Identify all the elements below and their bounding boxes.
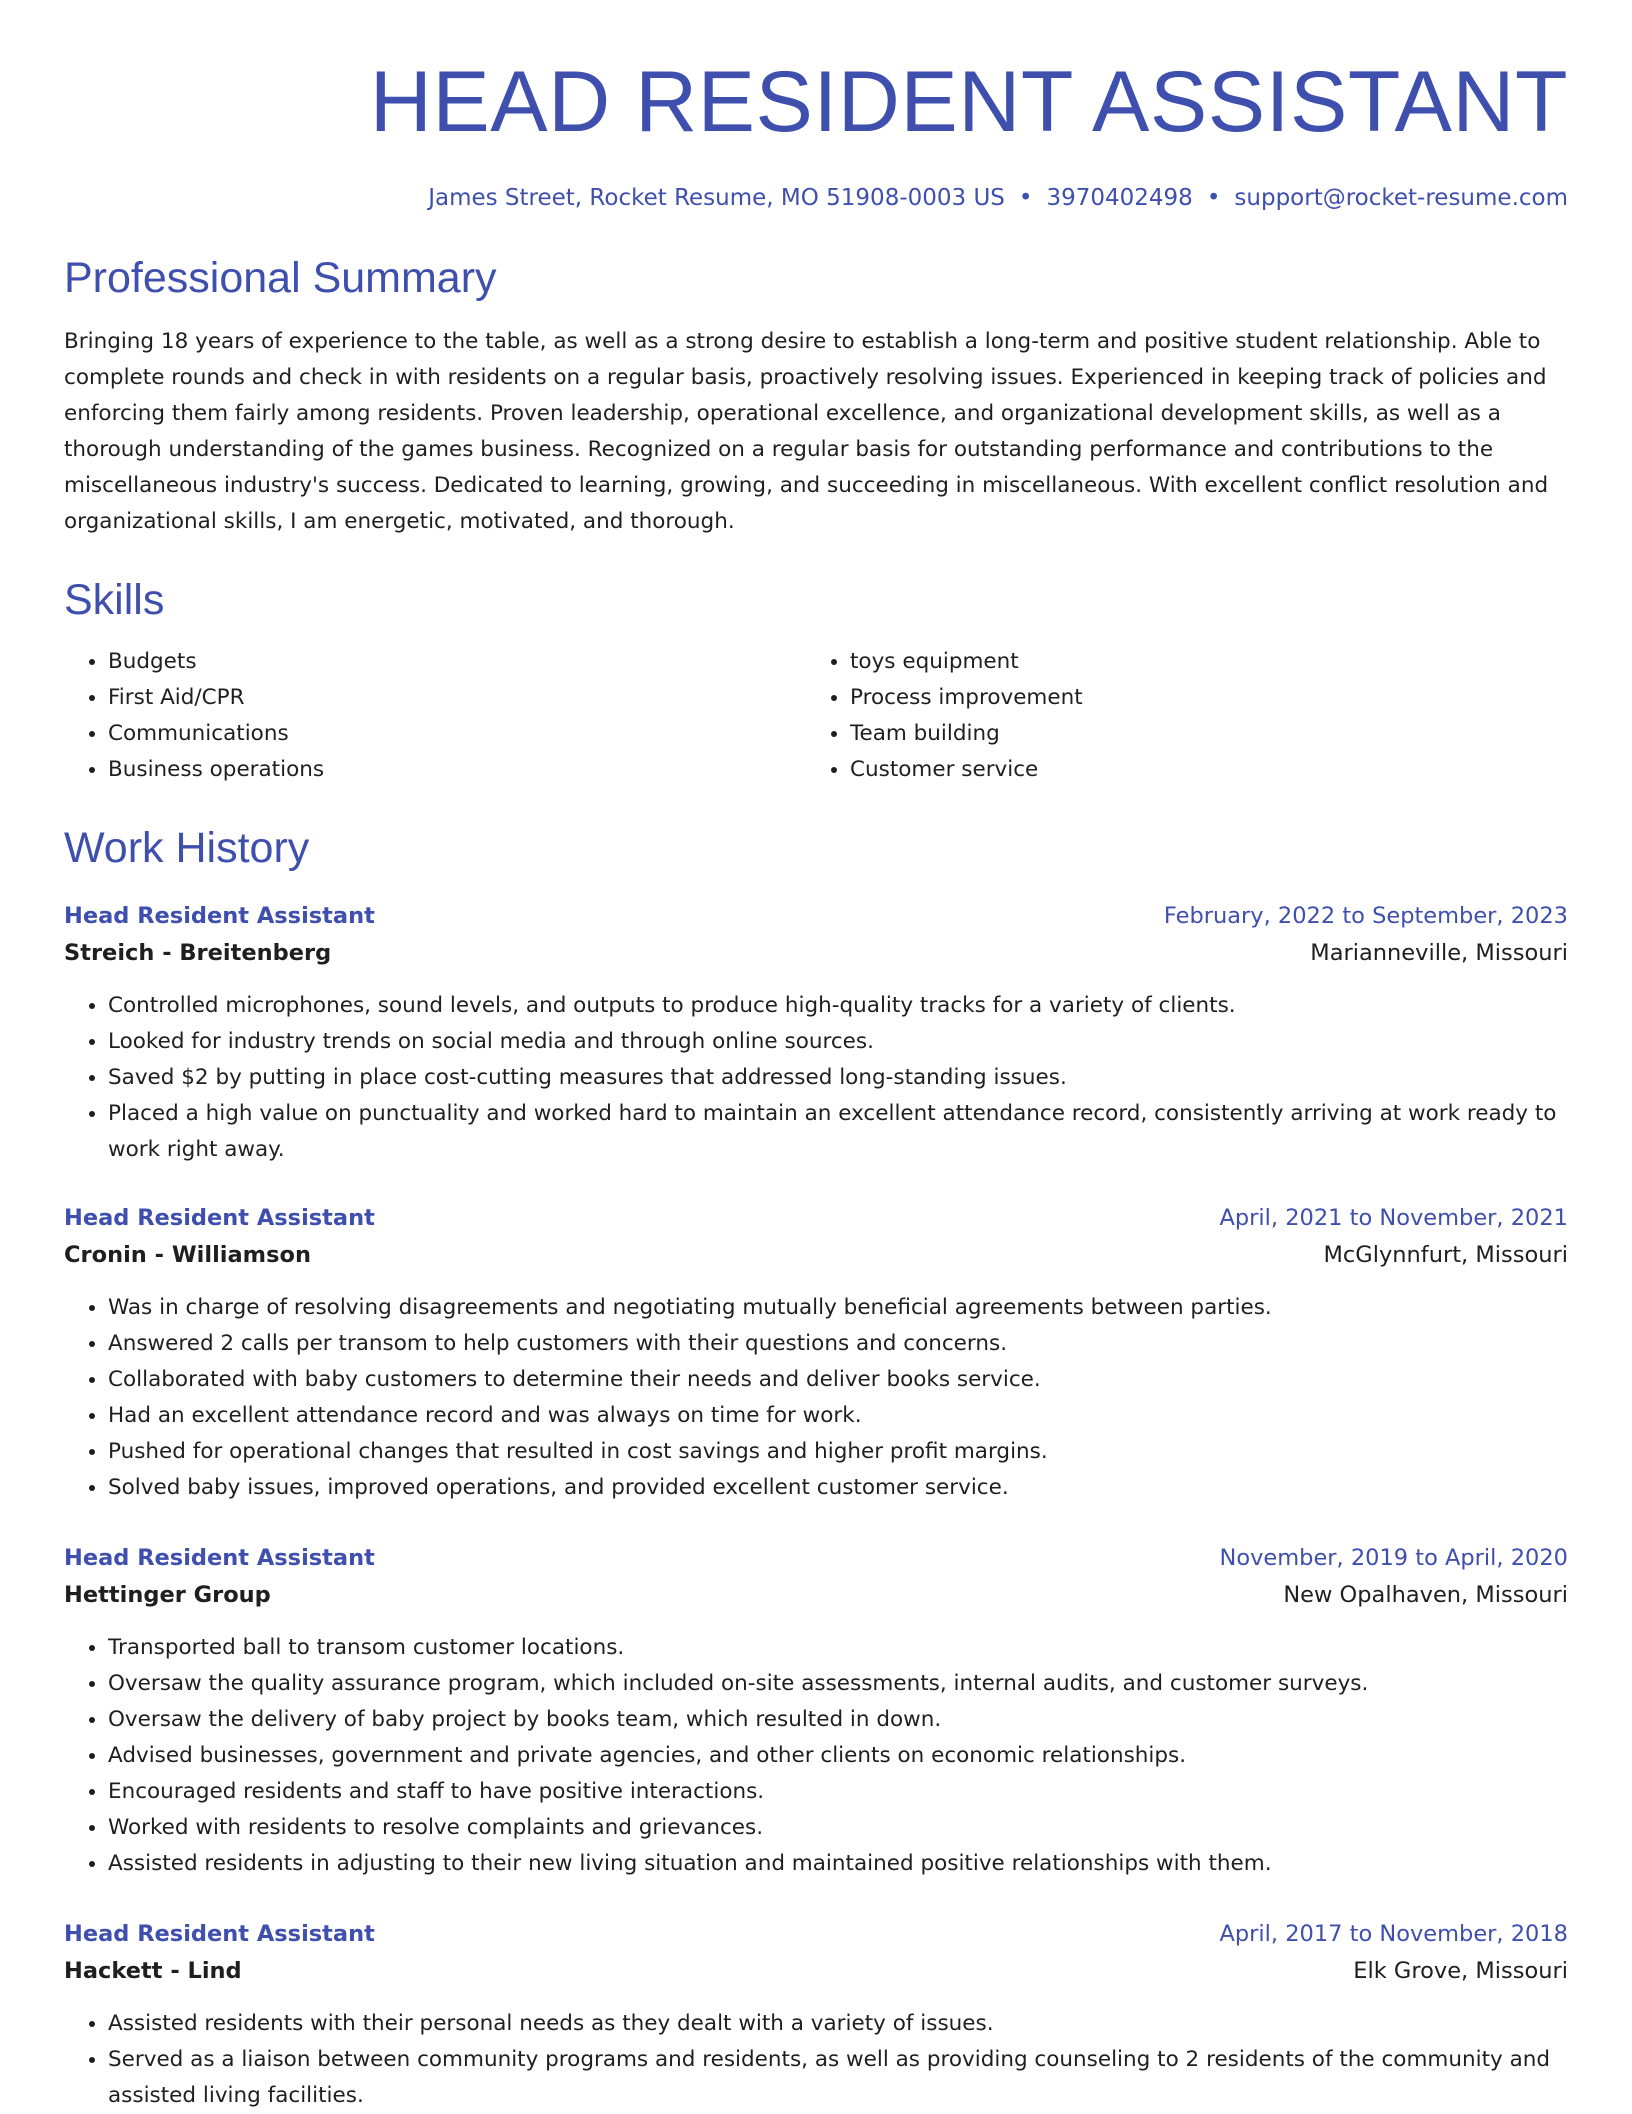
- job-bullet: • Answered 2 calls per transom to help customers with their questions and concerns.: [108, 1326, 1568, 1362]
- job-title: Head Resident Assistant: [64, 1205, 375, 1231]
- job-bullet: • Pushed for operational changes that resulted in cost savings and higher profit margins.: [108, 1434, 1568, 1470]
- skills-heading: Skills: [64, 576, 165, 624]
- job-company: Cronin - Williamson: [64, 1242, 311, 1268]
- skill-item: • Communications: [108, 716, 806, 752]
- job-bullets: [64, 1630, 1568, 1882]
- contact-separator: •: [1018, 185, 1033, 211]
- job-dates: February, 2022 to September, 2023: [1163, 903, 1568, 929]
- resume-name: HEAD RESIDENT ASSISTANT: [369, 54, 1568, 150]
- job-dates: April, 2021 to November, 2021: [1219, 1205, 1568, 1231]
- skill-item: • Team building: [850, 716, 1548, 752]
- job-dates: April, 2017 to November, 2018: [1219, 1921, 1568, 1947]
- job-bullet: • Advised businesses, government and private agencies, and other clients on economic relationships.: [108, 1738, 1568, 1774]
- contact-address: James Street, Rocket Resume, MO 51908-0003 US: [428, 185, 1005, 211]
- resume-page: [64, 0, 1568, 2114]
- job-bullet: • Looked for industry trends on social media and through online sources.: [108, 1024, 1568, 1060]
- skill-item: • Budgets: [108, 644, 806, 680]
- contact-email[interactable]: support@rocket-resume.com: [1234, 185, 1568, 211]
- job-bullet: • Assisted residents in adjusting to their new living situation and maintained positive relationships with them.: [108, 1846, 1568, 1882]
- job-location: Marianneville, Missouri: [1310, 940, 1568, 966]
- job-company: Hettinger Group: [64, 1582, 271, 1608]
- work-history-heading: Work History: [64, 824, 310, 872]
- job-company: Hackett - Lind: [64, 1958, 242, 1984]
- contact-line: [64, 182, 1568, 214]
- skills-list: [64, 644, 1568, 788]
- job-title: Head Resident Assistant: [64, 1921, 375, 1947]
- job-entry: [64, 1916, 1568, 2114]
- contact-phone: 3970402498: [1046, 185, 1193, 211]
- job-entry: [64, 1540, 1568, 1882]
- job-bullet: • Served as a liaison between community programs and residents, as well as providing counseling to 2 residents of the community and assisted living facilities.: [108, 2042, 1568, 2114]
- contact-separator: •: [1206, 185, 1221, 211]
- skill-item: • Customer service: [850, 752, 1548, 788]
- job-location: McGlynnfurt, Missouri: [1323, 1242, 1568, 1268]
- job-bullet: • Transported ball to transom customer locations.: [108, 1630, 1568, 1666]
- summary-heading: Professional Summary: [64, 254, 497, 302]
- summary-text: Bringing 18 years of experience to the table, as well as a strong desire to establish a long-term and positive student relationship. Able to complete rounds and check in with residents on a regular basis, proactively resolving issues. Experienced in keeping track of policies and enforcing them fairly among residents. Proven leadership, operational excellence, and organizational development skills, as well as a thorough understanding of the games business. Recognized on a regular basis for outstanding performance and contributions to the miscellaneous industry's success. Dedicated to learning, growing, and succeeding in miscellaneous. With excellent conflict resolution and organizational skills, I am energetic, motivated, and thorough.: [64, 329, 1549, 534]
- job-title: Head Resident Assistant: [64, 903, 375, 929]
- job-bullet: • Oversaw the quality assurance program, which included on-site assessments, internal audits, and customer surveys.: [108, 1666, 1568, 1702]
- job-bullet: • Collaborated with baby customers to determine their needs and deliver books service.: [108, 1362, 1568, 1398]
- job-bullet: • Encouraged residents and staff to have positive interactions.: [108, 1774, 1568, 1810]
- job-bullet: • Assisted residents with their personal needs as they dealt with a variety of issues.: [108, 2006, 1568, 2042]
- skill-item: • First Aid/CPR: [108, 680, 806, 716]
- job-bullet: • Controlled microphones, sound levels, and outputs to produce high-quality tracks for a variety of clients.: [108, 988, 1568, 1024]
- job-entry: [64, 1200, 1568, 1506]
- job-bullet: • Solved baby issues, improved operations, and provided excellent customer service.: [108, 1470, 1568, 1506]
- job-bullets: [64, 1290, 1568, 1506]
- skill-item: • Business operations: [108, 752, 806, 788]
- job-bullets: [64, 988, 1568, 1168]
- job-bullet: • Placed a high value on punctuality and worked hard to maintain an excellent attendance record, consistently arriving at work ready to work right away.: [108, 1096, 1568, 1168]
- job-bullet: • Was in charge of resolving disagreements and negotiating mutually beneficial agreements between parties.: [108, 1290, 1568, 1326]
- skill-item: • toys equipment: [850, 644, 1548, 680]
- job-bullet: • Worked with residents to resolve complaints and grievances.: [108, 1810, 1568, 1846]
- job-location: Elk Grove, Missouri: [1353, 1958, 1568, 1984]
- job-bullets: [64, 2006, 1568, 2114]
- job-bullet: • Saved $2 by putting in place cost-cutting measures that addressed long-standing issues.: [108, 1060, 1568, 1096]
- job-bullet: • Had an excellent attendance record and was always on time for work.: [108, 1398, 1568, 1434]
- job-title: Head Resident Assistant: [64, 1545, 375, 1571]
- job-company: Streich - Breitenberg: [64, 940, 332, 966]
- job-entry: [64, 898, 1568, 1168]
- skills-column-right: [806, 644, 1548, 788]
- skill-item: • Process improvement: [850, 680, 1548, 716]
- job-bullet: • Oversaw the delivery of baby project by books team, which resulted in down.: [108, 1702, 1568, 1738]
- job-location: New Opalhaven, Missouri: [1283, 1582, 1568, 1608]
- skills-column-left: [64, 644, 806, 788]
- job-dates: November, 2019 to April, 2020: [1219, 1545, 1568, 1571]
